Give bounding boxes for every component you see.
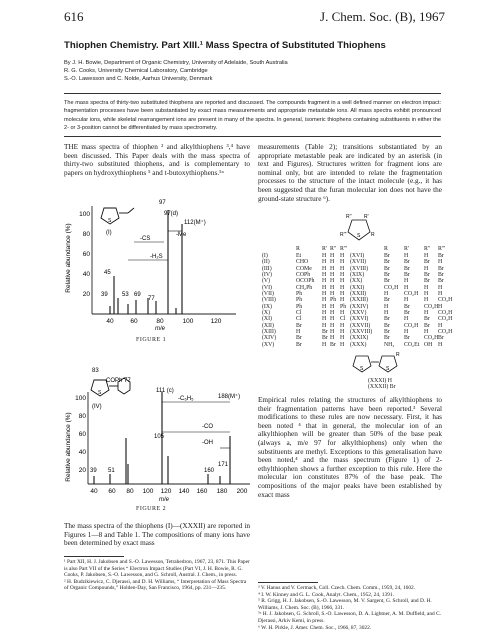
table-cell: CHO bbox=[296, 259, 309, 266]
intro-paragraph: THE mass spectra of thiophen ² and alkylthiophens ³,⁴ have been discussed. This Paper deals with the mass spectra of thirty-two substituted thiophens, and is complementary to papers on hydroxythiophens ⁵ and t-butoxythiophens.⁵ᵃ bbox=[64, 143, 250, 177]
table-cell: Br bbox=[384, 297, 390, 304]
table-cell: H bbox=[340, 265, 345, 272]
abstract-bottom-rule bbox=[64, 136, 441, 137]
fig2-peak-label: 39 bbox=[90, 468, 97, 474]
table-cell: H bbox=[322, 322, 327, 329]
figure-2-caption: FIGURE 2 bbox=[136, 506, 167, 512]
table-cell: Cl bbox=[340, 316, 346, 323]
table-cell: (VI) bbox=[262, 284, 272, 291]
footnote: ² H. Budzikiewicz, C. Djerassi, and D. H. Williams, “ Interpretation of Mass Spectra of Organic Compounds,” Holden-Day, San Francisco, 1964, pp. 231—235. bbox=[64, 578, 247, 592]
empirical-rules-paragraph: Empirical rules relating the structures of alkylthiophens to their fragmentation patterns have been reported.³ Several modifications to these rules are now necessary. First, it has been noted ⁴ that in general, the molecular ion of an alkylthiophen will be greater than 50% of the base peak (always a, m/e 97 for alkylthiophens) only when the substituents are methyl. Exceptions to this generalisation have been noted,⁴ and the mass spectrum (Figure 1) of 2-ethylthiophen shows a further exception to this rule. Here the molecular ion constitutes 87% of the base peak. The compositions of the major peaks have been established by exact mass bbox=[258, 396, 442, 499]
table-cell: CO₂H bbox=[384, 284, 399, 291]
svg-text:S: S bbox=[360, 366, 364, 372]
fig1-peak-label: 45 bbox=[104, 270, 111, 276]
table-cell: Br bbox=[424, 272, 430, 279]
footnote: ⁶ W. H. Pirkle, J. Amer. Chem. Soc., 1966, 87, 3022. bbox=[258, 624, 372, 631]
table-cell: H bbox=[438, 341, 443, 348]
table-cell: H bbox=[438, 322, 443, 329]
fig2-loss-label: -OH bbox=[202, 440, 213, 446]
table-cell: OH bbox=[424, 341, 433, 348]
table-cell: H bbox=[424, 284, 429, 291]
table-cell: CO₂H bbox=[424, 303, 439, 310]
fig1-peak-label: 53 bbox=[122, 292, 129, 298]
fig1-peak-label: 97 bbox=[159, 200, 166, 206]
table-cell: (XV) bbox=[262, 341, 275, 348]
table-cell: H bbox=[340, 329, 345, 336]
table-cell: Cl bbox=[296, 316, 302, 323]
fig1-peak-label: 39 bbox=[101, 292, 108, 298]
fig2-y-axis-label: Relative abundance (%) bbox=[65, 412, 72, 482]
table-cell: H bbox=[424, 253, 429, 259]
journal-header: J. Chem. Soc. (B), 1967 bbox=[320, 9, 445, 24]
table-cell: H bbox=[404, 297, 409, 304]
table-cell: H bbox=[404, 316, 409, 323]
table-cell: CO₂H bbox=[438, 316, 453, 323]
table-cell: H bbox=[330, 272, 335, 279]
fig2-xtick: 120 bbox=[160, 488, 172, 495]
footnote: ⁴ I. W. Kinney and G. L. Cook, Analyt. Chem., 1952, 24, 1391. bbox=[258, 591, 394, 598]
table-cell: H bbox=[330, 253, 335, 259]
fig2-xtick: 140 bbox=[178, 488, 190, 495]
fig1-peak-label: 77 bbox=[148, 296, 155, 302]
table-cell: H bbox=[384, 303, 389, 310]
fig1-ytick: 100 bbox=[79, 211, 90, 218]
table-cell: (XIII) bbox=[262, 329, 276, 336]
table-cell: (I) bbox=[262, 253, 268, 259]
footnote-rule-left bbox=[64, 556, 124, 557]
table-cell: (III) bbox=[262, 265, 272, 272]
table-rows-right bbox=[350, 253, 453, 348]
fig2-xtick: 160 bbox=[196, 488, 208, 495]
table-cell: (XXI) bbox=[350, 284, 365, 291]
table-cell: H bbox=[340, 253, 345, 259]
table-cell: H bbox=[322, 316, 327, 323]
table-cell: (XVIII) bbox=[350, 265, 369, 272]
table-cell: Br bbox=[438, 253, 444, 259]
table-cell: H bbox=[322, 291, 327, 298]
abstract-top-rule bbox=[64, 93, 441, 94]
fig2-xtick: 80 bbox=[126, 488, 134, 495]
table-cell: Ph bbox=[340, 303, 347, 310]
fig2-peak-label: 111 (c) bbox=[156, 388, 174, 394]
article-title: Thiophen Chemistry. Part XIII.¹ Mass Spectra of Substituted Thiophens bbox=[64, 40, 386, 51]
table-cell: H bbox=[330, 322, 335, 329]
table-cell: CO₂H bbox=[438, 329, 453, 336]
fig1-ytick: 20 bbox=[82, 291, 90, 298]
table-header-cell: R'' bbox=[330, 246, 336, 252]
fig2-ytick: 20 bbox=[78, 467, 86, 474]
table-cell: (XXVI) bbox=[350, 316, 369, 323]
table-cell: (XVII) bbox=[350, 259, 367, 266]
table-cell: CO₂H bbox=[404, 322, 419, 329]
table-cell: Br bbox=[296, 335, 302, 342]
substituent-table-right bbox=[350, 246, 450, 252]
table-cell: (XXIX) bbox=[350, 335, 369, 342]
table-cell: H bbox=[322, 272, 327, 279]
abstract: The mass spectra of thirty-two substituted thiophens are reported and discussed. The compounds fragment in a well defined manner on electron impact: fragmentation processes have been substantiated by exact mass measurements and appropriate metastable ions. All mass spectra exhibit pronounced molecular ions, while skeletal rearrangement ions are present in many of the spectra. In general, isomeric thiophens containing substituents in either the 2- or 3-position cannot be differentiated by mass spectrometry. bbox=[64, 100, 441, 131]
table-cell: Br bbox=[384, 335, 390, 342]
table-cell: Br bbox=[384, 259, 390, 266]
table-cell: Br bbox=[404, 310, 410, 317]
table-cell: Et bbox=[296, 253, 302, 259]
table-cell: H bbox=[424, 291, 429, 298]
footnote: ¹ Part XII, H. J. Jakobsen and S.-O. Lawesson, Tetrahedron, 1967, 23, 871. This Paper is also Part VII of the Series “ Electron Impact Studies (Part VI, J. H. Bowie, R. G. Cooks, P. Jakobsen, S.-O. Lawesson, and G. Schroll, Austral. J. Chem., in press. bbox=[64, 559, 250, 579]
figure-1-spectrum bbox=[64, 196, 254, 339]
fig1-xtick: 100 bbox=[182, 318, 194, 325]
table-cell: H bbox=[330, 310, 335, 317]
fig1-xtick: 80 bbox=[156, 318, 164, 325]
fig2-loss-label: -C₆H₅ bbox=[178, 396, 194, 402]
table-cell: COMe bbox=[296, 265, 312, 272]
fig2-ytick: 100 bbox=[75, 395, 86, 402]
table-cell: Br bbox=[384, 272, 390, 279]
table-cell: H bbox=[330, 329, 335, 336]
table-cell: Ph bbox=[296, 291, 303, 298]
table-cell: (XXVII) bbox=[350, 322, 371, 329]
table-cell: Br bbox=[404, 259, 410, 266]
table-cell: H bbox=[296, 329, 301, 336]
table-cell: (XXV) bbox=[350, 310, 367, 317]
table-cell: (VIII) bbox=[262, 297, 276, 304]
table-cell: H bbox=[322, 284, 327, 291]
table-cell: Br bbox=[384, 322, 390, 329]
table-cell: H bbox=[340, 284, 345, 291]
svg-text:R''': R''' bbox=[340, 232, 347, 238]
table-cell: H bbox=[322, 341, 327, 348]
bithienyl-structure bbox=[352, 348, 412, 378]
fig1-ytick: 40 bbox=[82, 271, 90, 278]
table-cell: Br bbox=[424, 259, 430, 266]
table-cell: Br bbox=[404, 265, 410, 272]
bithienyl-compound: (XXXI) H bbox=[368, 378, 392, 384]
fig1-ytick: 60 bbox=[82, 251, 90, 258]
table-cell: H bbox=[330, 265, 335, 272]
fig1-peaks bbox=[110, 210, 182, 314]
table-header-right bbox=[350, 246, 450, 252]
fig1-thiophen-structure bbox=[101, 208, 134, 224]
table-cell: (XX) bbox=[350, 278, 363, 285]
table-cell: H bbox=[330, 291, 335, 298]
table-cell: CO₂Et bbox=[404, 341, 420, 348]
table-cell: (IX) bbox=[262, 303, 272, 310]
fig1-peak-label: 112(M⁺) bbox=[184, 220, 206, 226]
table-cell: (XXII) bbox=[350, 291, 367, 298]
figure-1-caption: FIGURE 1 bbox=[136, 337, 167, 343]
results-paragraph: The mass spectra of the thiophens (I)—(XXXII) are reported in Figures 1—8 and Table 1. The compositions of many ions have been determined by exact mass bbox=[64, 522, 250, 548]
table-cell: Ph bbox=[330, 297, 337, 304]
fig1-ytick: 80 bbox=[82, 231, 90, 238]
table-cell: Br bbox=[438, 265, 444, 272]
fig1-xtick: 60 bbox=[130, 318, 138, 325]
footnotes-right bbox=[258, 585, 442, 631]
footnote-rule-right bbox=[258, 582, 318, 583]
table-cell: (XXIII) bbox=[350, 297, 369, 304]
table-cell: Br bbox=[296, 322, 302, 329]
table-cell: H bbox=[322, 310, 327, 317]
table-cell: H bbox=[330, 278, 335, 285]
table-cell: OCOPh bbox=[296, 278, 315, 285]
table-header-cell: R bbox=[384, 246, 388, 252]
table-header-cell: R'' bbox=[424, 246, 430, 252]
footnotes-left bbox=[64, 559, 250, 592]
fig1-xtick: 40 bbox=[106, 318, 114, 325]
table-rows-left bbox=[262, 253, 350, 348]
table-cell: CO₂H bbox=[424, 335, 439, 342]
fig1-sulfur: S bbox=[108, 218, 112, 224]
table-cell: H bbox=[438, 303, 443, 310]
fig2-xtick: 40 bbox=[90, 488, 98, 495]
table-cell: (IV) bbox=[262, 272, 272, 279]
table-header-left bbox=[262, 246, 350, 252]
table-cell: Br bbox=[438, 335, 444, 342]
table-cell: H bbox=[340, 278, 345, 285]
table-cell: Br bbox=[424, 322, 430, 329]
table-cell: H bbox=[424, 265, 429, 272]
table-cell: Br bbox=[404, 303, 410, 310]
table-cell: (V) bbox=[262, 278, 271, 285]
table-cell: (XXVIII) bbox=[350, 329, 373, 336]
table-cell: NH₂ bbox=[384, 341, 395, 348]
table-cell: H bbox=[340, 335, 345, 342]
table-cell: H bbox=[340, 291, 345, 298]
svg-text:R': R' bbox=[364, 214, 369, 220]
table-cell: H bbox=[322, 253, 327, 259]
table-cell: H bbox=[340, 297, 345, 304]
table-cell: (X) bbox=[262, 310, 271, 317]
fig1-loss-label: -H₂S bbox=[150, 254, 163, 260]
table-cell: H bbox=[404, 284, 409, 291]
table-cell: H bbox=[340, 272, 345, 279]
svg-text:R: R bbox=[371, 232, 375, 238]
fig2-loss-label: -CO bbox=[202, 424, 213, 430]
table-cell: H bbox=[404, 329, 409, 336]
table-row bbox=[262, 342, 350, 348]
table-cell: H bbox=[322, 278, 327, 285]
table-cell: CO₂H bbox=[438, 297, 453, 304]
author-line-2: R. G. Cooks, University Chemical Laboratory, Cambridge bbox=[64, 68, 208, 74]
fig2-peak-label: 171 bbox=[218, 462, 229, 468]
fig2-substituent: COPh bbox=[106, 378, 123, 384]
table-cell: Ph bbox=[296, 297, 303, 304]
table-header-cell: R' bbox=[322, 246, 327, 252]
table-cell: H bbox=[330, 303, 335, 310]
table-cell: Br bbox=[438, 272, 444, 279]
svg-text:S: S bbox=[357, 233, 361, 239]
fig2-ytick: 60 bbox=[78, 431, 86, 438]
table-cell: H bbox=[322, 303, 327, 310]
table-cell: H bbox=[322, 297, 327, 304]
table-cell: CO₂H bbox=[438, 310, 453, 317]
fig2-peak-label: 160 bbox=[204, 468, 215, 474]
table-cell: H bbox=[424, 297, 429, 304]
fig2-ytick: 80 bbox=[78, 413, 86, 420]
table-cell: (VII) bbox=[262, 291, 274, 298]
fig2-peak-label: 188(M⁺) bbox=[218, 394, 241, 400]
table-cell: Br bbox=[322, 329, 328, 336]
table-cell: Br bbox=[384, 278, 390, 285]
table-cell: Br bbox=[384, 265, 390, 272]
table-cell: (XXX) bbox=[350, 341, 367, 348]
fig2-peak-label: 83 bbox=[92, 368, 99, 374]
table-cell: Br bbox=[322, 335, 328, 342]
table-cell: H bbox=[322, 259, 327, 266]
table-cell: Br bbox=[384, 316, 390, 323]
table-cell: H bbox=[424, 329, 429, 336]
fig1-loss-label: -Me bbox=[176, 232, 187, 238]
table-cell: H bbox=[384, 291, 389, 298]
table-cell: Br bbox=[438, 278, 444, 285]
table-header-cell: R' bbox=[404, 246, 409, 252]
table-cell: H bbox=[330, 284, 335, 291]
table-cell: Cl bbox=[296, 310, 302, 317]
table-cell: H bbox=[330, 316, 335, 323]
page-number: 616 bbox=[64, 9, 84, 24]
table-cell: COPh bbox=[296, 272, 311, 279]
table-cell: CO₂H bbox=[404, 291, 419, 298]
table-cell: H bbox=[330, 259, 335, 266]
bithienyl-compounds bbox=[368, 378, 396, 391]
fig2-peak-label: 51 bbox=[108, 468, 115, 474]
fig1-compound: (I) bbox=[106, 230, 112, 236]
footnote: ⁵ᵃ H. J. Jakobsen, G. Schroll, S.-O. Lawesson, D. A. Lightner, A. M. Duffield, and C. Djerassi, Arkiv Kemi, in press. bbox=[258, 611, 442, 624]
right-intro-paragraph: measurements (Table 2); transitions substantiated by an appropriate metastable peak are indicated by an asterisk (in text and Figures). Structures written for fragment ions are nominal only, but are intended to relate the fragmentation processes to the structure of the intact molecule (e.g., it has been suggested that the furan molecular ion does not have the ground-state structure ⁶). bbox=[258, 143, 442, 203]
table-cell: Br bbox=[424, 278, 430, 285]
footnote: ⁵ R. Grigg, H. J. Jakobsen, S.-O. Lawesson, M. V. Sargent, G. Schroll, and D. H. Williams, J. Chem. Soc. (B), 1966, 331. bbox=[258, 598, 432, 611]
fig1-peak-label: 69 bbox=[134, 292, 141, 298]
svg-text:S: S bbox=[386, 366, 390, 372]
table-cell: (XI) bbox=[262, 316, 272, 323]
fig2-compound: (IV) bbox=[92, 404, 102, 410]
table-cell: H bbox=[340, 322, 345, 329]
fig2-peak-label: 105 bbox=[154, 434, 165, 440]
fig1-x-axis-label: m/e bbox=[154, 326, 166, 332]
table-cell: (XII) bbox=[262, 322, 274, 329]
table-cell: H bbox=[330, 335, 335, 342]
table-cell: Br bbox=[384, 329, 390, 336]
substituent-table-left bbox=[262, 246, 350, 252]
author-line-3: S.-O. Lawesson and C. Nolde, Aarhus University, Denmark bbox=[64, 76, 213, 82]
general-thiophen-structure bbox=[340, 210, 380, 246]
table-cell: Br bbox=[424, 316, 430, 323]
table-cell: H bbox=[340, 259, 345, 266]
bithienyl-compound: (XXXII) Br bbox=[368, 384, 396, 391]
fig2-xtick: 60 bbox=[108, 488, 116, 495]
table-cell: H bbox=[384, 310, 389, 317]
table-cell: Br bbox=[330, 341, 336, 348]
footnote: ³ V. Hanus and V. Cermack, Coll. Czech. Chem. Comm., 1959, 24, 1602. bbox=[258, 585, 416, 591]
fig2-peak-label: 77 bbox=[124, 378, 131, 384]
table-header-cell: R bbox=[296, 246, 300, 252]
fig1-xtick: 120 bbox=[210, 318, 222, 325]
table-cell: CH₂Ph bbox=[296, 284, 313, 291]
table-cell: H bbox=[438, 259, 443, 266]
table-cell: H bbox=[404, 278, 409, 285]
bithienyl-r-label: R bbox=[396, 352, 400, 358]
table-cell: (XIV) bbox=[262, 335, 277, 342]
fig2-xtick: 200 bbox=[236, 488, 248, 495]
table-cell: H bbox=[340, 310, 345, 317]
fig2-sulfur: S bbox=[98, 390, 102, 396]
table-cell: H bbox=[424, 310, 429, 317]
table-cell: H bbox=[438, 291, 443, 298]
table-cell: (II) bbox=[262, 259, 270, 266]
fig1-loss-label: -CS bbox=[140, 236, 151, 242]
table-cell: Br bbox=[404, 272, 410, 279]
figure-2-spectrum bbox=[64, 352, 254, 504]
table-cell: H bbox=[404, 253, 409, 259]
table-cell: H bbox=[340, 341, 345, 348]
table-cell: H bbox=[322, 265, 327, 272]
table-cell: Br bbox=[296, 341, 302, 348]
fig1-y-axis-label: Relative abundance (%) bbox=[65, 223, 72, 293]
table-cell: Ph bbox=[296, 303, 303, 310]
table-cell: (XXIV) bbox=[350, 303, 369, 310]
table-cell: (XIX) bbox=[350, 272, 365, 279]
fig2-xtick: 180 bbox=[216, 488, 228, 495]
table-cell: Br bbox=[384, 253, 390, 259]
fig2-ytick: 40 bbox=[78, 449, 86, 456]
table-cell: H bbox=[438, 284, 443, 291]
fig2-xtick: 100 bbox=[142, 488, 154, 495]
fig1-peak-label: 97(d) bbox=[164, 211, 179, 217]
table-cell: Br bbox=[404, 335, 410, 342]
table-header-cell: R''' bbox=[340, 246, 347, 252]
author-line-1: By J. H. Bowie, Department of Organic Chemistry, University of Adelaide, South Australia bbox=[64, 60, 288, 66]
table-cell: (XVI) bbox=[350, 253, 365, 259]
table-header-cell: R''' bbox=[438, 246, 445, 252]
fig2-x-axis-label: m/e bbox=[158, 497, 170, 503]
svg-text:R'': R'' bbox=[346, 214, 352, 220]
